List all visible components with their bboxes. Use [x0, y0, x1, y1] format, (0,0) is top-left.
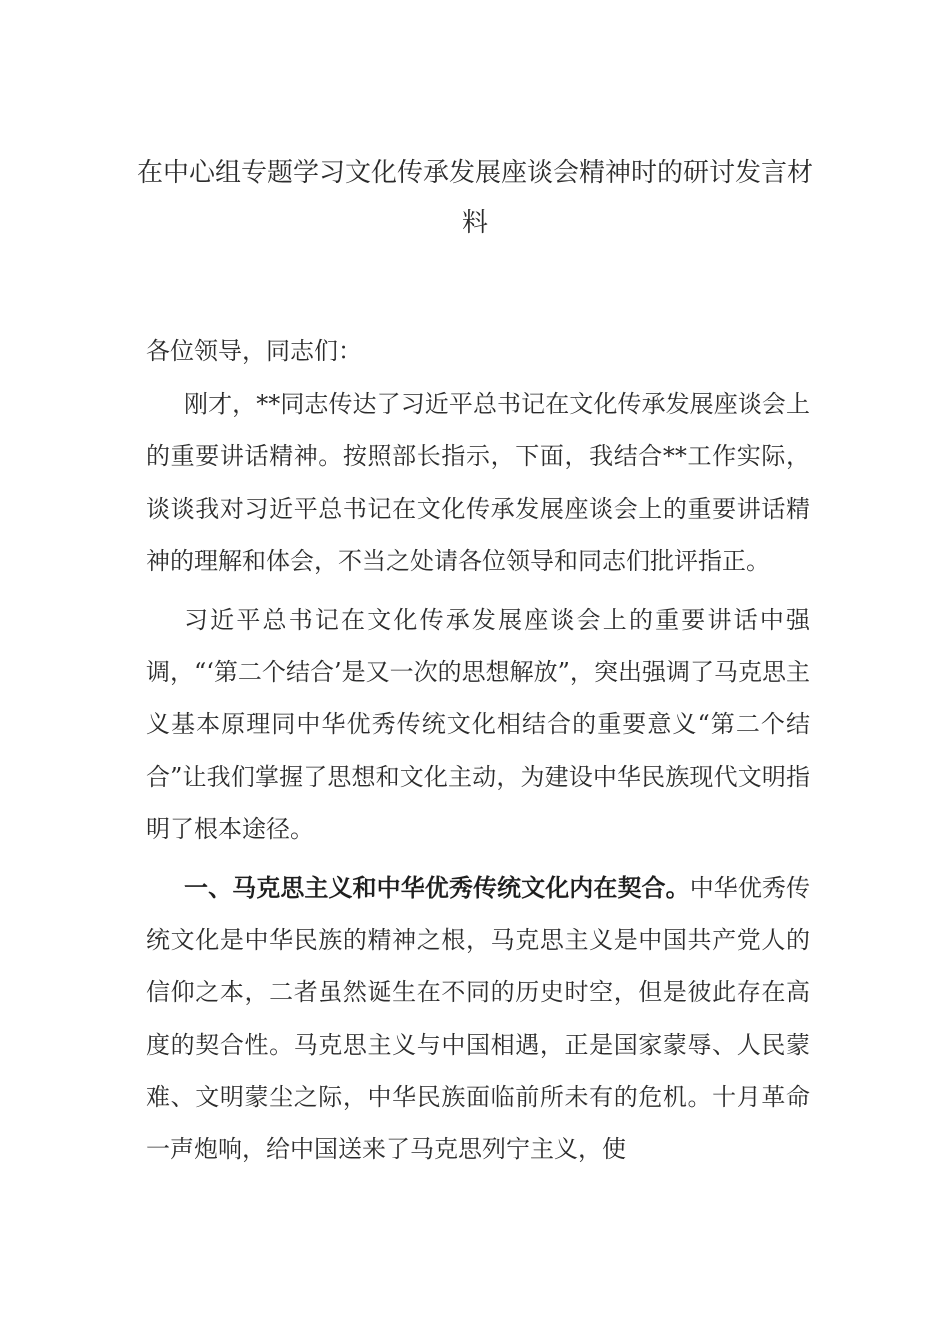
document-body — [146, 325, 810, 1182]
section-1-text: 中华优秀传统文化是中华民族的精神之根，马克思主义是中国共产党人的信仰之本，二者虽然诞生在不同的历史时空，但是彼此存在高度的契合性。马克思主义与中国相遇，正是国家蒙辱、人民蒙难、文明蒙尘之际，中华民族面临前所未有的危机。十月革命一声炮响，给中国送来了马克思列宁主义，使 — [146, 874, 811, 1164]
salutation: 各位领导，同志们： — [146, 337, 362, 365]
paragraph-second-combination: 习近平总书记在文化传承发展座谈会上的重要讲话中强调，“‘第二个结合’是又一次的思想解放”，突出强调了马克思主义基本原理同中华优秀传统文化相结合的重要意义“第二个结合”让我们掌握了思想和文化主动，为建设中华民族现代文明指明了根本途径。 — [146, 606, 810, 843]
document-title: 在中心组专题学习文化传承发展座谈会精神时的研讨发言材料 — [136, 158, 813, 238]
section-1-paragraph — [146, 862, 810, 1175]
section-1-heading: 一、马克思主义和中华优秀传统文化内在契合。 — [184, 873, 690, 903]
paragraph-opening: 刚才，**同志传达了习近平总书记在文化传承发展座谈会上的重要讲话精神。按照部长指示，下面，我结合**工作实际，谈谈我对习近平总书记在文化传承发展座谈会上的重要讲话精神的理解和体会，不当之处请各位领导和同志们批评指正。 — [146, 390, 810, 575]
